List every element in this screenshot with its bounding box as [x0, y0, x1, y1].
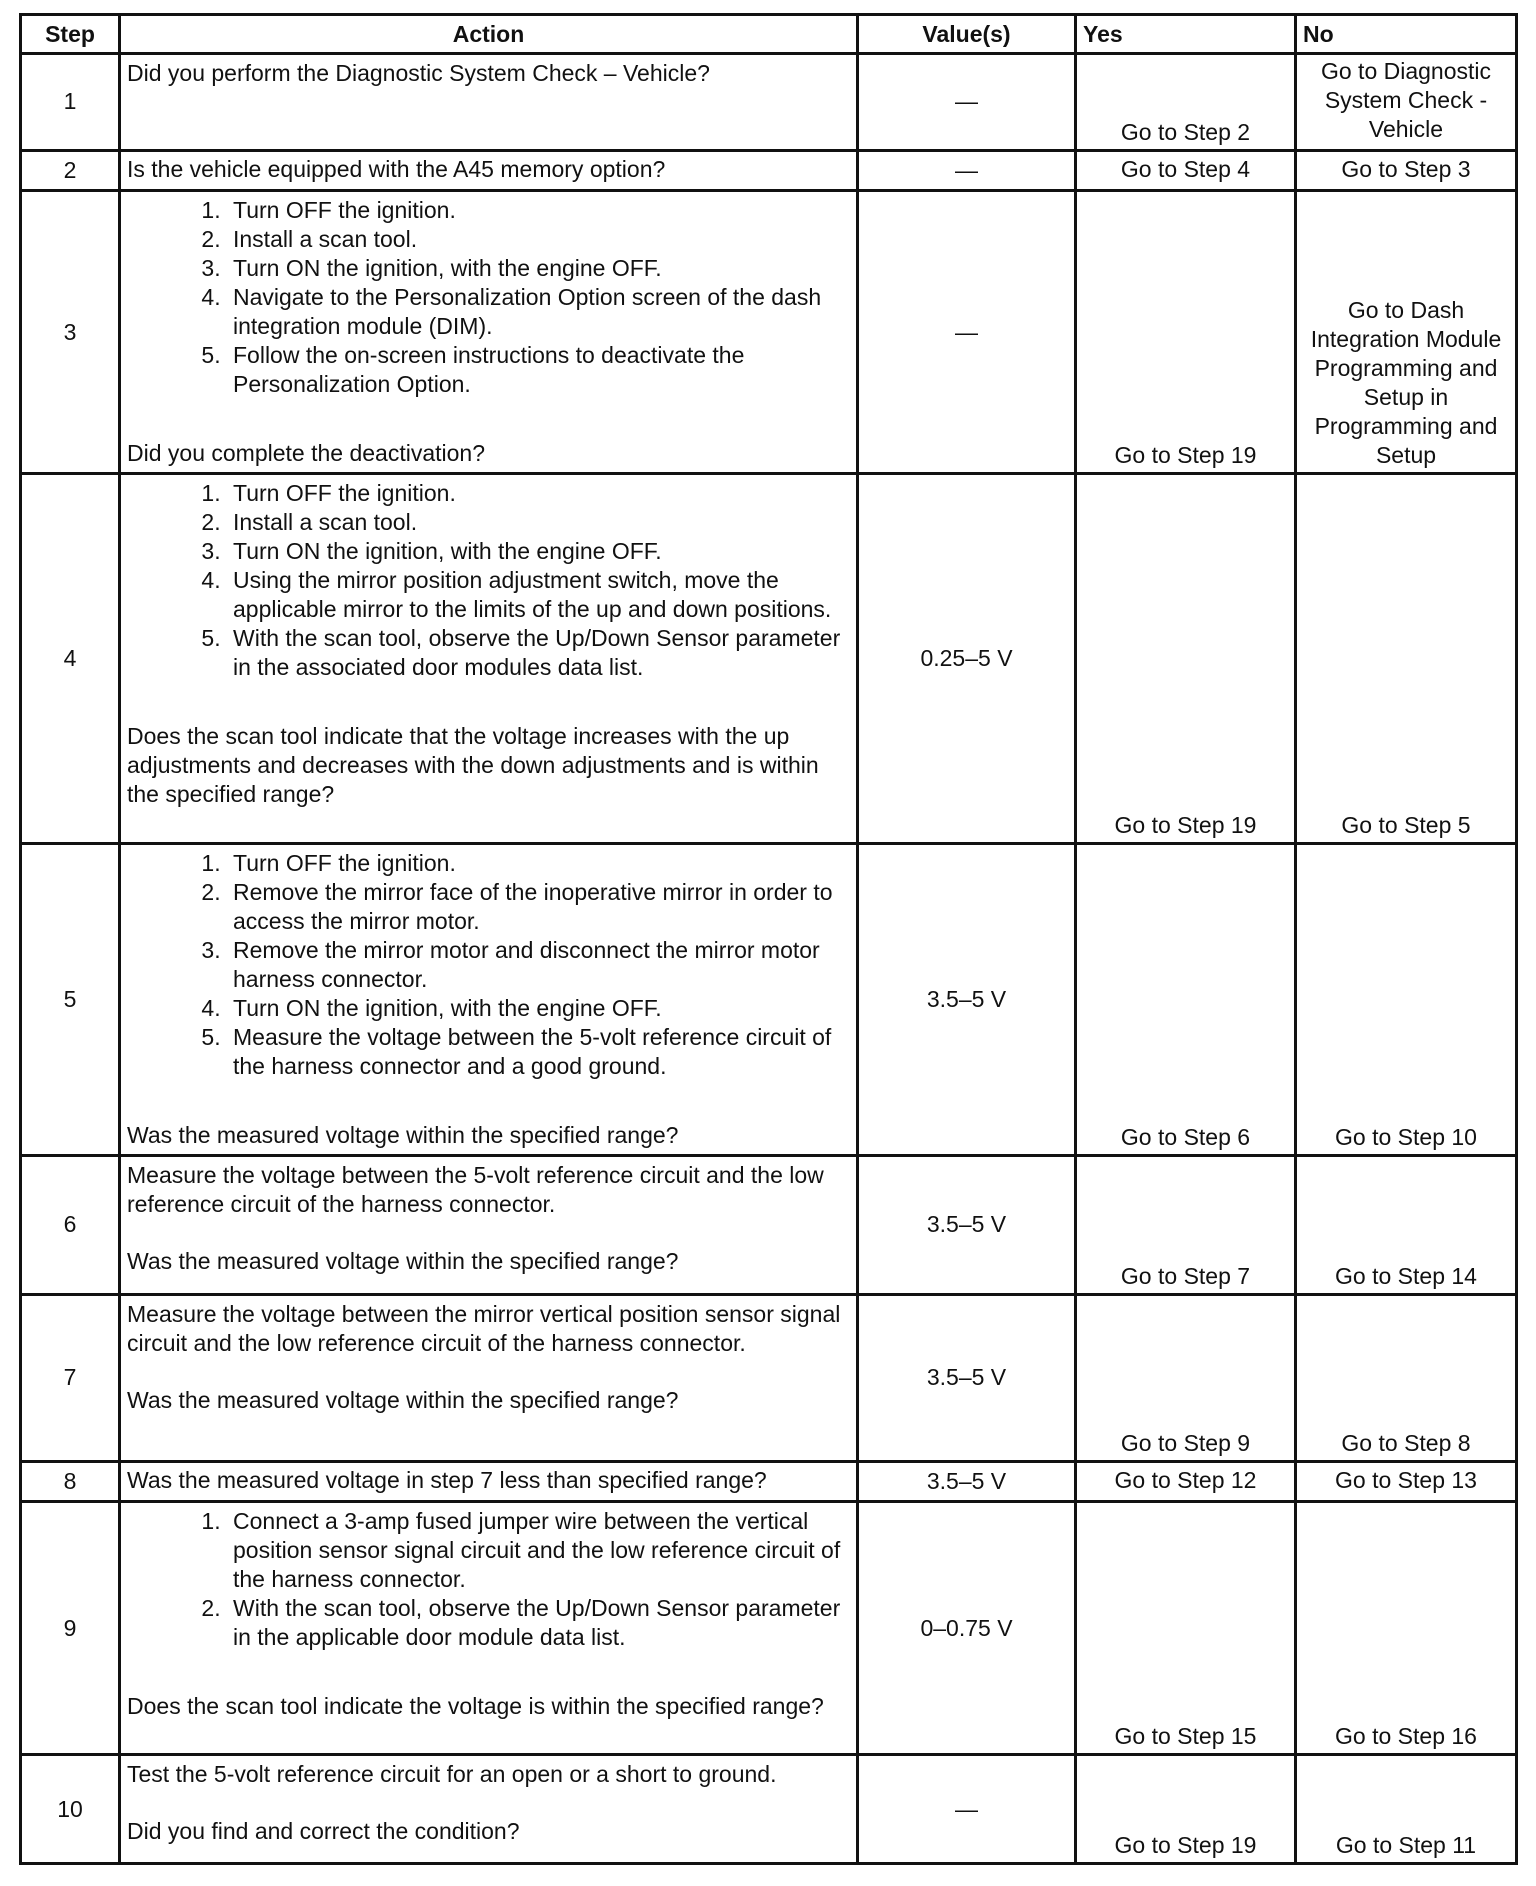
action-cell — [120, 1294, 858, 1461]
no-cell: Go to Step 16 — [1296, 1501, 1517, 1754]
step-number: 2 — [21, 150, 120, 190]
step-number: 5 — [21, 844, 120, 1156]
action-text: Test the 5-volt reference circuit for an open or a short to ground. — [127, 1761, 777, 1788]
step-number: 4 — [21, 474, 120, 844]
list-item: 2. Install a scan tool. — [227, 225, 850, 254]
procedure-list — [127, 196, 850, 399]
no-cell: Go to Dash Integration Module Programming and Setup in Programming and Setup — [1296, 190, 1517, 474]
yes-cell: Go to Step 19 — [1076, 190, 1296, 474]
procedure-list — [127, 849, 850, 1081]
list-item: 5. Measure the voltage between the 5-volt reference circuit of the harness connector and a good ground. — [227, 1023, 850, 1081]
action-cell — [120, 844, 858, 1156]
action-text: Measure the voltage between the mirror vertical position sensor signal circuit and the low reference circuit of the harness connector. — [127, 1300, 841, 1356]
procedure-list — [127, 479, 850, 682]
header-action: Action — [120, 15, 858, 54]
table-row — [21, 1294, 1517, 1461]
value-cell: — — [858, 1755, 1076, 1864]
list-item: 2. Remove the mirror face of the inoperative mirror in order to access the mirror motor. — [227, 878, 850, 936]
step-number: 6 — [21, 1156, 120, 1295]
action-cell — [120, 474, 858, 844]
action-question: Does the scan tool indicate that the voltage increases with the up adjustments and decreases with the down adjustments and is within the specified range? — [127, 723, 819, 808]
action-question: Did you complete the deactivation? — [127, 439, 485, 466]
no-cell: Go to Step 10 — [1296, 844, 1517, 1156]
yes-cell: Go to Step 19 — [1076, 474, 1296, 844]
table-row — [21, 190, 1517, 474]
no-cell: Go to Step 14 — [1296, 1156, 1517, 1295]
step-number: 8 — [21, 1461, 120, 1501]
list-item: 3. Remove the mirror motor and disconnect the mirror motor harness connector. — [227, 936, 850, 994]
header-row — [21, 15, 1517, 54]
yes-cell: Go to Step 19 — [1076, 1755, 1296, 1864]
value-cell: — — [858, 54, 1076, 151]
action-cell — [120, 1501, 858, 1754]
no-cell: Go to Step 3 — [1296, 150, 1517, 190]
no-cell: Go to Step 11 — [1296, 1755, 1517, 1864]
action-question: Does the scan tool indicate the voltage is within the specified range? — [127, 1692, 824, 1719]
value-cell: 3.5–5 V — [858, 1461, 1076, 1501]
step-number: 9 — [21, 1501, 120, 1754]
table-row — [21, 474, 1517, 844]
action-cell — [120, 1156, 858, 1295]
no-cell: Go to Step 5 — [1296, 474, 1517, 844]
action-cell — [120, 190, 858, 474]
list-item: 3. Turn ON the ignition, with the engine OFF. — [227, 537, 850, 566]
no-cell: Go to Step 8 — [1296, 1294, 1517, 1461]
action-text: Measure the voltage between the 5-volt reference circuit and the low reference circuit of the harness connector. — [127, 1162, 824, 1218]
list-item: 2. Install a scan tool. — [227, 508, 850, 537]
table-row — [21, 1501, 1517, 1754]
diagnostic-table — [19, 13, 1518, 1865]
list-item: 5. With the scan tool, observe the Up/Down Sensor parameter in the associated door modules data list. — [227, 624, 850, 682]
action-question: Did you find and correct the condition? — [127, 1818, 520, 1845]
yes-cell: Go to Step 6 — [1076, 844, 1296, 1156]
list-item: 5. Follow the on-screen instructions to deactivate the Personalization Option. — [227, 341, 850, 399]
yes-cell: Go to Step 7 — [1076, 1156, 1296, 1295]
value-cell: 0–0.75 V — [858, 1501, 1076, 1754]
step-number: 7 — [21, 1294, 120, 1461]
list-item: 1. Turn OFF the ignition. — [227, 849, 850, 878]
table-row — [21, 54, 1517, 151]
list-item: 1. Connect a 3-amp fused jumper wire between the vertical position sensor signal circuit and the low reference circuit of the harness connector. — [227, 1507, 850, 1594]
yes-cell: Go to Step 9 — [1076, 1294, 1296, 1461]
table-row — [21, 844, 1517, 1156]
value-cell: 0.25–5 V — [858, 474, 1076, 844]
list-item: 3. Turn ON the ignition, with the engine OFF. — [227, 254, 850, 283]
value-cell: 3.5–5 V — [858, 844, 1076, 1156]
step-number: 10 — [21, 1755, 120, 1864]
list-item: 4. Navigate to the Personalization Option screen of the dash integration module (DIM). — [227, 283, 850, 341]
header-step: Step — [21, 15, 120, 54]
no-cell: Go to Diagnostic System Check - Vehicle — [1296, 54, 1517, 151]
yes-cell: Go to Step 12 — [1076, 1461, 1296, 1501]
action-text: Is the vehicle equipped with the A45 memory option? — [127, 155, 666, 182]
list-item: 1. Turn OFF the ignition. — [227, 196, 850, 225]
value-cell: — — [858, 150, 1076, 190]
list-item: 4. Using the mirror position adjustment switch, move the applicable mirror to the limits of the up and down positions. — [227, 566, 850, 624]
step-number: 1 — [21, 54, 120, 151]
yes-cell: Go to Step 2 — [1076, 54, 1296, 151]
action-question: Was the measured voltage within the specified range? — [127, 1386, 679, 1413]
header-values: Value(s) — [858, 15, 1076, 54]
action-question: Was the measured voltage within the specified range? — [127, 1122, 679, 1149]
action-cell — [120, 150, 858, 190]
table-row — [21, 1461, 1517, 1501]
header-no: No — [1296, 15, 1517, 54]
list-item: 1. Turn OFF the ignition. — [227, 479, 850, 508]
table-row — [21, 1156, 1517, 1295]
table-row — [21, 1755, 1517, 1864]
action-text: Did you perform the Diagnostic System Check – Vehicle? — [127, 60, 710, 86]
step-number: 3 — [21, 190, 120, 474]
value-cell: 3.5–5 V — [858, 1294, 1076, 1461]
header-yes: Yes — [1076, 15, 1296, 54]
yes-cell: Go to Step 4 — [1076, 150, 1296, 190]
value-cell: — — [858, 190, 1076, 474]
action-question: Was the measured voltage within the specified range? — [127, 1248, 679, 1275]
table-row — [21, 150, 1517, 190]
yes-cell: Go to Step 15 — [1076, 1501, 1296, 1754]
list-item: 4. Turn ON the ignition, with the engine OFF. — [227, 994, 850, 1023]
procedure-list — [127, 1507, 850, 1652]
action-cell — [120, 1461, 858, 1501]
value-cell: 3.5–5 V — [858, 1156, 1076, 1295]
action-text: Was the measured voltage in step 7 less than specified range? — [127, 1466, 767, 1493]
no-cell: Go to Step 13 — [1296, 1461, 1517, 1501]
action-cell — [120, 54, 858, 151]
action-cell — [120, 1755, 858, 1864]
list-item: 2. With the scan tool, observe the Up/Down Sensor parameter in the applicable door module data list. — [227, 1594, 850, 1652]
